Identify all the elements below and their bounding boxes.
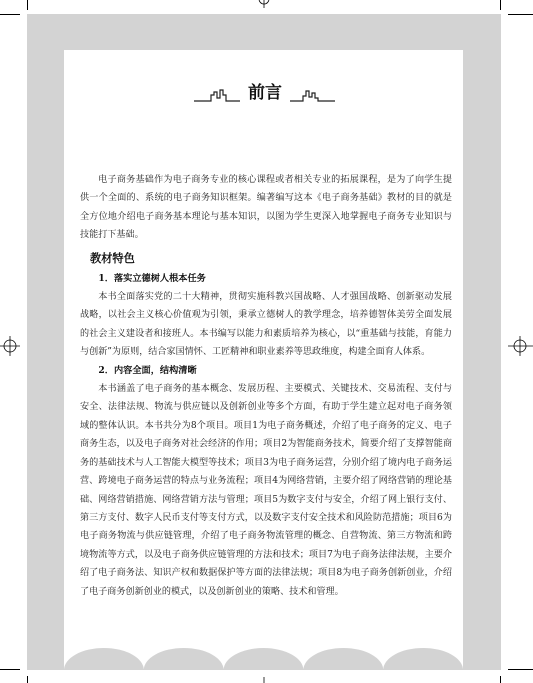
feature-paragraph: 本书涵盖了电子商务的基本概念、发展历程、主要模式、关键技术、交易流程、支付与安全、法律法规、物流与供应链以及创新创业等多个方面，有助于学生建立起对电子商务领域的整体认识。本书共分为8个项目。项目1为电子商务概述，介绍了电子商务的定义、电子商务生态，以及电子商务对社会经济的作用；项目2为智能商务技术，简要介绍了支撑智能商务的基础技术与人工智能大模型等技术；项目3为电子商务运营，分别介绍了境内电子商务运营、跨境电子商务运营的特点与业务流程；项目4为网络营销，主要介绍了网络营销的理论基础、网络营销措施、网络营销方法与管理；项目5为数字支付与安全，介绍了网上银行支付、第三方支付、数字人民币支付等支付方式，以及数字支付安全技术和风险防范措施；项目6为电子商务物流与供应链管理，介绍了电子商务物流管理的概念、自营物流、第三方物流和跨境物流等方式，以及电子商务供应链管理的方法和技术；项目7为电子商务法律法规，主要介绍了电子商务法、知识产权和数据保护等方面的法律法规；项目8为电子商务创新创业，介绍了电子商务创新创业的模式，以及创新创业的策略、技术和管理。 [80, 384, 452, 597]
registration-mark-icon [252, 677, 276, 683]
crop-mark [500, 0, 501, 10]
crop-mark [27, 676, 28, 683]
crop-mark [0, 14, 20, 15]
scallop-border-decoration [64, 620, 463, 670]
intro-paragraph: 电子商务基础作为电子商务专业的核心课程或者相关专业的拓展课程，是为了向学生提供一个全面的、系统的电子商务知识框架。编著编写这本《电子商务基础》教材的目的就是全方位地介绍电子商务基本理论与基本知识，以图为学生更深入地掌握电子商务专业知识与技能打下基础。 [80, 175, 452, 241]
preface-body [80, 171, 452, 601]
feature-heading: 1．落实立德树人根本任务 [98, 272, 206, 284]
registration-mark-icon [252, 0, 276, 8]
section-heading: 教材特色 [90, 251, 135, 265]
crop-mark [27, 0, 28, 10]
feature-paragraph: 本书全面落实党的二十大精神，贯彻实施科教兴国战略、人才强国战略、创新驱动发展战略，以社会主义核心价值观为引领，秉承立德树人的教学理念，培养德智体美劳全面发展的社会主义建设者和接班人。本书编写以能力和素质培养为核心，以“重基础与技能，育能力与创新”为原则，结合家国情怀、工匠精神和职业素养等思政维度，构建全面育人体系。 [80, 292, 452, 358]
registration-mark-icon [508, 334, 533, 358]
registration-mark-icon [0, 334, 20, 358]
crop-mark [0, 669, 20, 670]
preface-title-block [180, 82, 350, 106]
page-title: 前言 [248, 83, 282, 103]
feature-heading: 2．内容全面，结构清晰 [98, 364, 197, 376]
crop-mark [508, 669, 533, 670]
crop-mark [500, 676, 501, 683]
crop-mark [508, 14, 533, 15]
